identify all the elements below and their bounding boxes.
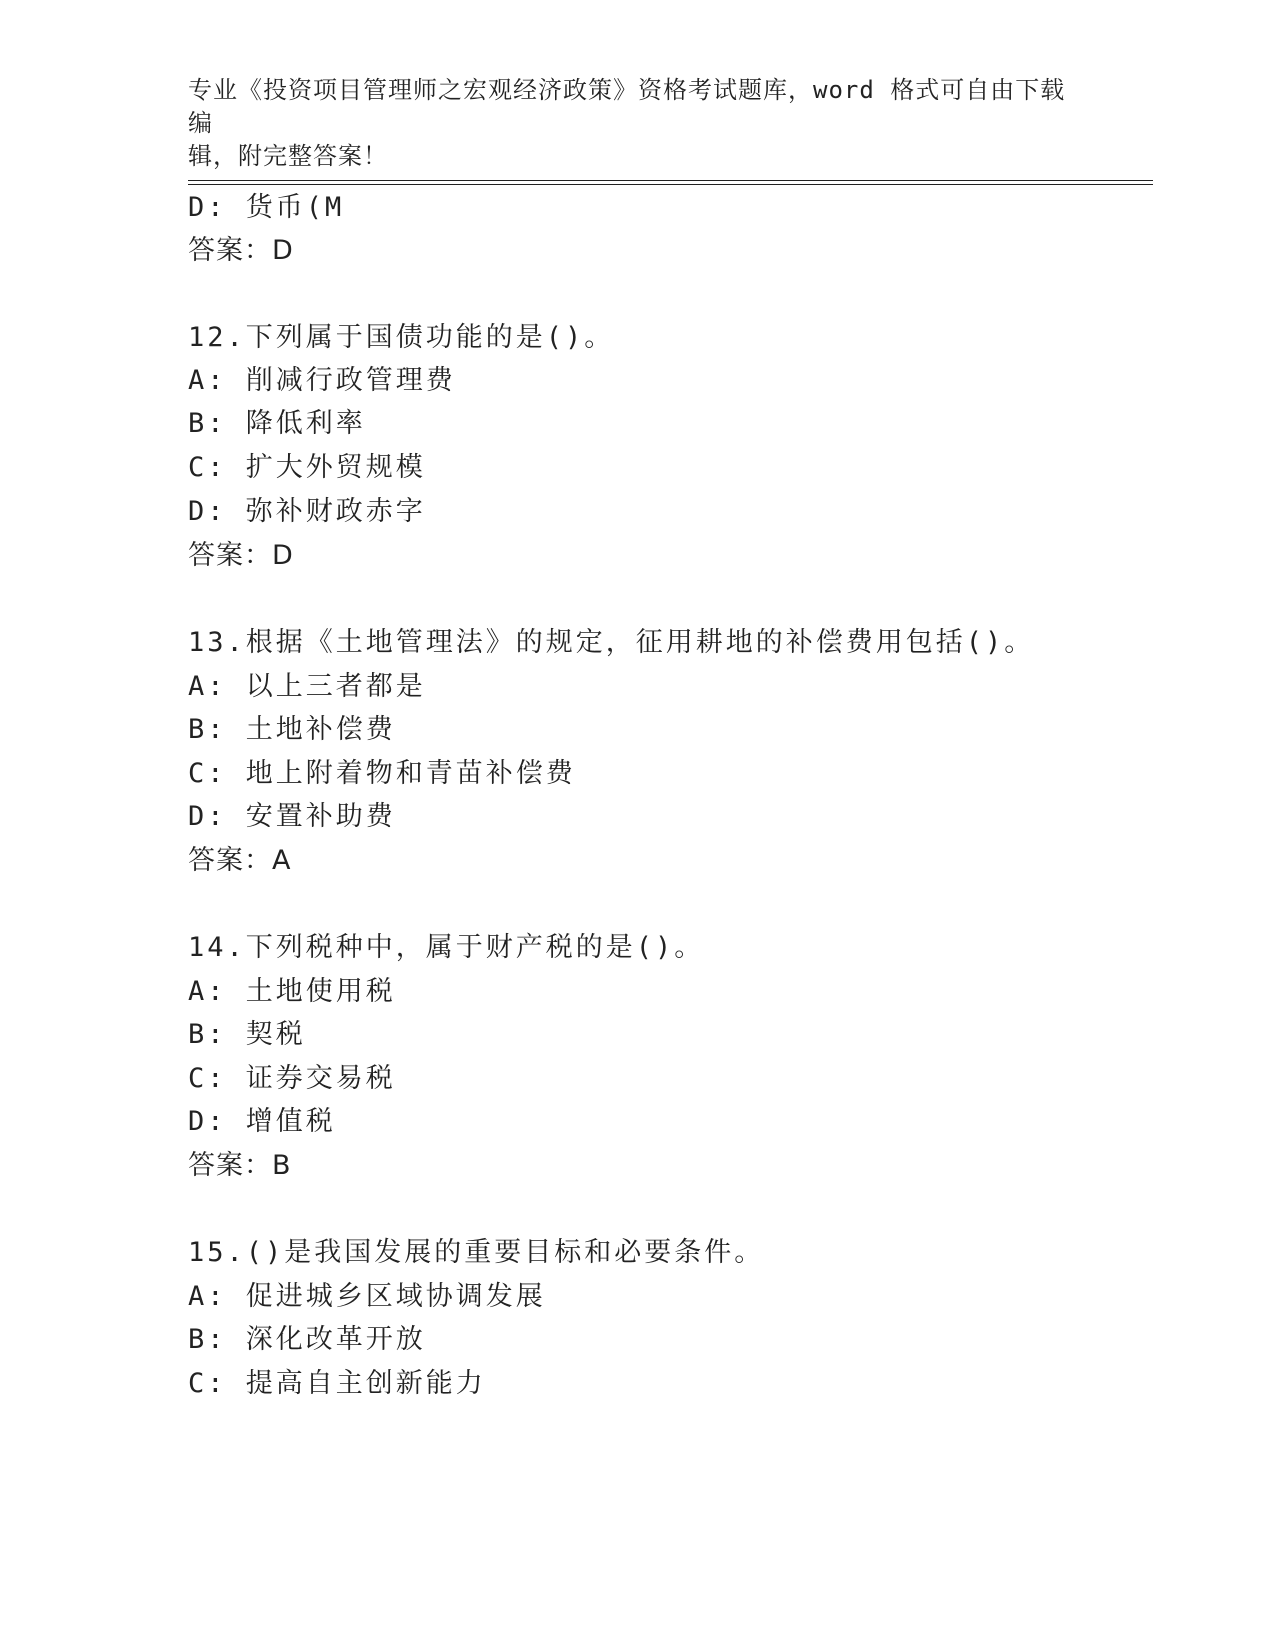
option-b: B: 深化改革开放 [188,1324,426,1355]
option-a: A: 削减行政管理费 [188,365,456,396]
question-stem: 15.()是我国发展的重要目标和必要条件。 [188,1237,765,1268]
header-line-2: 辑，附完整答案！ [188,142,388,170]
option-c: C: 提高自主创新能力 [188,1368,486,1399]
option-a: A: 以上三者都是 [188,671,426,702]
question-stem: 13.根据《土地管理法》的规定，征用耕地的补偿费用包括()。 [188,627,1035,658]
option-b: B: 土地补偿费 [188,714,396,745]
prev-option-d: D: 货币(M [188,192,345,223]
header-double-rule [188,180,1153,185]
answer: 答案：D [188,540,294,571]
prev-answer: 答案：D [188,235,294,266]
answer: 答案：B [188,1150,292,1181]
option-c: C: 证券交易税 [188,1063,396,1094]
question-stem: 12.下列属于国债功能的是()。 [188,322,615,353]
header-line-1: 专业《投资项目管理师之宏观经济政策》资格考试题库，word 格式可自由下载编 [188,76,1066,137]
option-d: D: 弥补财政赤字 [188,496,426,527]
answer: 答案：A [188,845,292,876]
option-a: A: 土地使用税 [188,976,396,1007]
option-c: C: 地上附着物和青苗补偿费 [188,758,576,789]
question-stem: 14.下列税种中，属于财产税的是()。 [188,932,705,963]
option-c: C: 扩大外贸规模 [188,452,426,483]
option-b: B: 降低利率 [188,408,366,439]
page-header [188,74,1088,173]
option-a: A: 促进城乡区域协调发展 [188,1281,546,1312]
option-d: D: 增值税 [188,1106,336,1137]
option-b: B: 契税 [188,1019,306,1050]
option-d: D: 安置补助费 [188,801,396,832]
